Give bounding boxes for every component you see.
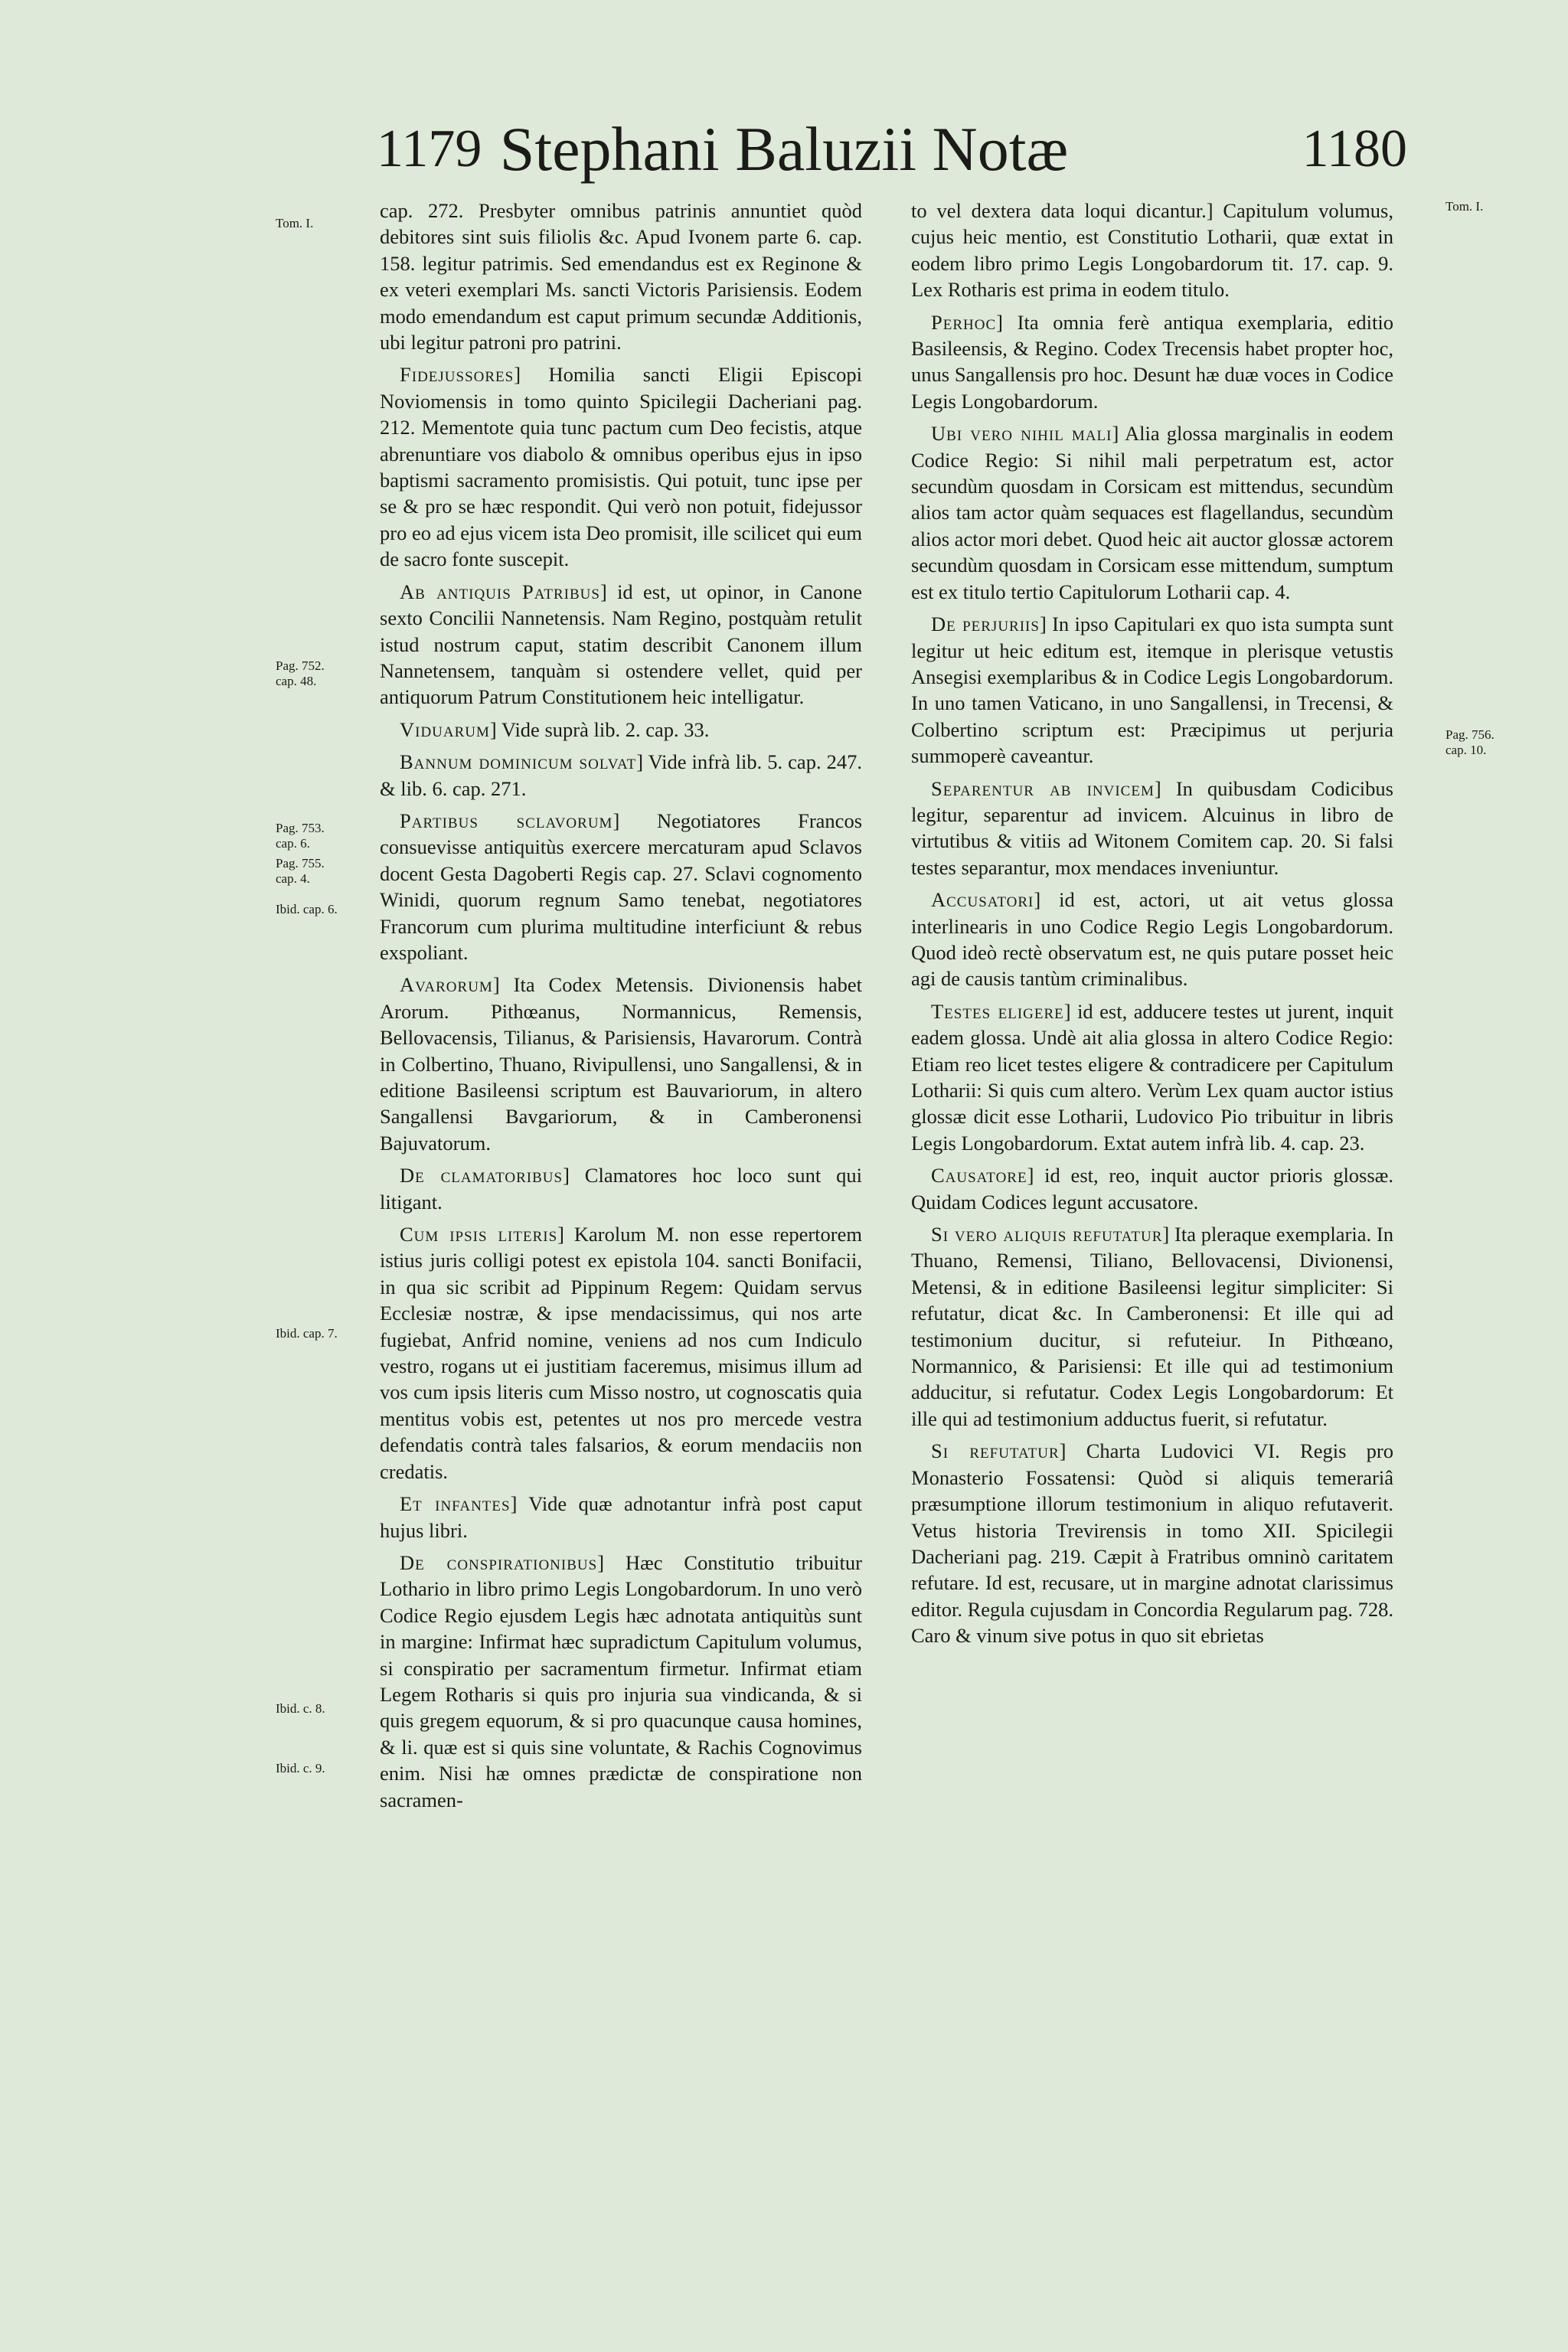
note-entry [380,717,862,743]
lemma: De conspirationibus [400,1550,598,1574]
note-entry [380,1221,862,1485]
note-text: ] Charta Ludovici VI. Regis pro Monasterio Fossatensi: Quòd si aliquis temerariâ præsumptione illorum testimonium in aliquo refutaverit. Vetus historia Trevirensis in tomo XII. Spicilegii Dacheriani pag. 219. Cæpit à Fratribus omninò caritatem refutare. Id est, recusare, ut in margine adnotat clarissimus editor. Regula cujusdam in Concordia Regularum pag. 728. Caro & vinum sive potus in quo sit ebrietas [911,1439,1393,1648]
margin-note-755: Pag. 755. cap. 4. [276,856,325,886]
lemma: Cum ipsis literis [400,1223,558,1246]
margin-tom-right: Tom. I. [1446,199,1484,214]
note-text: ] Homilia sancti Eligii Episcopi Noviomensis in tomo quinto Spicilegii Dacheriani pag. 212. Mementote quia tunc pactum cum Deo fecistis, atque abrenuntiare vos diabolo & omnibus operibus ejus in ipso baptismi sacramento promisistis. Qui potuit, tunc ipse per se & pro se hæc respondit. Qui verò non potuit, fidejussor pro eo ad ejus vicem ista Deo promisit, ille scilicet qui eum de sacro fonte suscepit. [380,363,862,571]
note-entry [380,1550,862,1813]
note-entry [911,998,1393,1156]
note-text: ] id est, reo, inquit auctor prioris glossæ. Quidam Codices legunt accusatore. [911,1164,1393,1214]
note-text: ] Ita omnia ferè antiqua exemplaria, editio Basileensis, & Regino. Codex Trecensis habet propter hoc, unus Sangallensis pro hoc. Desunt hæ duæ voces in Codice Legis Longobardorum. [911,310,1393,413]
note-text: ] Vide infrà lib. 5. cap. 247. & lib. 6. cap. 271. [380,750,862,800]
note-entry [380,972,862,1156]
note-text: ] Clamatores hoc loco sunt qui litigant. [380,1164,862,1214]
margin-note-ibid-9: Ibid. c. 9. [276,1761,325,1775]
note-text: ] Hæc Constitutio tribuitur Lothario in libro primo Legis Longobardorum. In uno verò Codice Regio ejusdem Legis hæc adnotata antiquitùs sunt in margine: Infirmat hæc supradictum Capitulum volumus, si conspiratio per sacramentum firmetur. Infirmat etiam Legem Rotharis si quis pro injuria sua vindicanda, & si quis gregem equorum, & si pro quacunque causa homines, & li. quæ est si quis sine voluntate, & Rachis Cognovimus enim. Nisi hæ omnes prædictæ de conspiratione non sacramen- [380,1550,862,1811]
margin-note-ibid-8: Ibid. c. 8. [276,1701,325,1716]
note-text: ] Ita Codex Metensis. Divionensis habet Arorum. Pithœanus, Normannicus, Remensis, Bellovacensis, Tilianus, & Parisiensis, Havarorum. Contrà in Colbertino, Thuano, Rivipullensi, uno Sangallensi, & in editione Basileensi scriptum est Bauvariorum, in altero Sangallensi Bavgariorum, & in Camberonensi Bajuvatorum. [380,973,862,1155]
note-entry [911,420,1393,605]
margin-note-752: Pag. 752. cap. 48. [276,658,325,688]
margin-note-ibid-6: Ibid. cap. 6. [276,902,338,916]
note-entry [380,749,862,802]
note-entry [911,776,1393,881]
note-text: ] Alia glossa marginalis in eodem Codice Regio: Si nihil mali perpetratum est, actor secundùm quosdam in Corsicam est mittendus, secundùm alios tam actor quàm sequaces est flagellandus, secundùm alios actor mori debet. Quod heic ait auctor glossæ actorem secundùm quosdam in Corsicam esse mittendum, sumptum est ex titulo tertio Capitulorum Lotharii cap. 4. [911,422,1393,603]
page-header [0,115,1568,191]
lemma: Testes eligere [931,999,1064,1023]
note-text: ] In quibusdam Codicibus legitur, separentur ad invicem. Alcuinus in libro de virtutibus & vitiis ad Witonem Comitem cap. 20. Si falsi testes separantur, mox mendaces inveniuntur. [911,776,1393,879]
note-entry [380,808,862,965]
lemma: Et infantes [400,1492,511,1516]
note-entry [380,361,862,572]
lemma: De clamatoribus [400,1164,564,1187]
note-text: ] id est, ut opinor, in Canone sexto Concilii Nannetensis. Nam Regino, postquàm retulit istud nostrum caput, statim describit Canonem illum Nannetensem, tanquàm si ostendere vellet, quid per antiquorum Patrum Constitutionem heic intelligatur. [380,580,862,709]
note-entry [911,887,1393,992]
note-entry [380,579,862,710]
left-column [380,198,862,1819]
right-column [911,198,1393,1655]
page-number-right: 1180 [1302,119,1407,178]
paragraph: cap. 272. Presbyter omnibus patrinis annuntiet quòd debitores sint suis filiolis &c. Apud Ivonem parte 6. cap. 158. legitur patrimis. Sed emendandus est ex Reginone & ex veteri exemplari Ms. sancti Victoris Parisiensis. Eodem modo emendandum est caput primum secundæ Additionis, ubi legitur patroni pro patrini. [380,199,862,354]
lemma: Accusatori [931,888,1034,912]
lemma: Viduarum [400,717,490,741]
lemma: De perjuriis [931,612,1040,636]
lemma: Si vero aliquis refutatur [931,1223,1163,1246]
note-entry [380,1491,862,1544]
paragraph: to vel dextera data loqui dicantur.] Capitulum volumus, cujus heic mentio, est Constitutio Lotharii, quæ extat in eodem libro primo Legis Longobardorum tit. 17. cap. 9. Lex Rotharis est prima in eodem titulo. [911,199,1393,302]
margin-note-756: Pag. 756. cap. 10. [1446,727,1494,757]
margin-note-753: Pag. 753. cap. 6. [276,821,325,851]
page-number-left: 1179 [377,119,482,178]
running-title: Stephani Baluzii Notæ [499,114,1069,184]
note-text: ] In ipso Capitulari ex quo ista sumpta sunt legitur ut heic editum est, itemque in plerisque vetustis Ansegisi exemplaribus & in Codice Legis Longobardorum. In uno tamen Vaticano, in uno Sangallensi, in Trecensi, & Colbertino scriptum est: Præcipimus ut perjuria summoperè caveantur. [911,612,1393,768]
note-text: ] id est, adducere testes ut jurent, inquit eadem glossa. Undè ait alia glossa in altero Codice Regio: Etiam reo licet testes eligere & contradicere per Capitulum Lotharii: Si quis cum altero. Verùm Lex quam auctor istius glossæ dicit esse Lotharii, Ludovico Pio tribuitur in libris Legis Longobardorum. Extat autem infrà lib. 4. cap. 23. [911,999,1393,1155]
note-text: ] id est, actori, ut ait vetus glossa interlinearis in uno Codice Regio Legis Longobardorum. Quod ideò rectè observatum est, ne quis putare posset heic agi de causis tantùm criminalibus. [911,888,1393,991]
lemma: Partibus sclavorum [400,808,613,832]
lemma: Causatore [931,1164,1027,1187]
note-entry [911,309,1393,415]
note-text: ] Vide quæ adnotantur infrà post caput hujus libri. [380,1492,862,1542]
lemma: Avarorum [400,973,493,997]
lemma: Separentur ab invicem [931,776,1155,800]
margin-note-ibid-7: Ibid. cap. 7. [276,1326,338,1341]
note-text: ] Ita pleraque exemplaria. In Thuano, Remensi, Tiliano, Bellovacensi, Divionensi, Metensi, & in editione Basileensi legitur simpliciter: Si refutatur, dicat &c. In Camberonensi: Et ille qui ad testimonium ducitur, si refuteiur. In Pithœano, Normannico, & Parisiensi: Et ille qui ad testimonium adducitur, si refutatur. Codex Legis Longobardorum: Et ille qui ad testimonium adductus fuerit, si refutatur. [911,1223,1393,1430]
note-text: ] Karolum M. non esse repertorem istius juris colligi potest ex epistola 104. sancti Bonifacii, in qua sic scribit ad Pippinum Regem: Quidam servus Ecclesiæ nostræ, & ipse mendacissimus, qui nos arte fugiebat, Anfrid nomine, veniens ad nos cum Indiculo vestro, rogans ut ei justitiam faceremus, misimus illum ad vos cum ipsis literis cum Misso nostro, ut cognoscatis quia mentitus vobis est, petentes ut nos pro mercede vestra defendatis contrà tales falsarios, & eorum mendaciis non credatis. [380,1223,862,1483]
lemma: Ubi vero nihil mali [931,422,1112,446]
lemma: Ab antiquis Patribus [400,580,600,603]
lemma: Perhoc [931,310,997,334]
lemma: Fidejussores [400,363,514,387]
lemma: Si refutatur [931,1439,1060,1463]
note-entry [911,611,1393,769]
note-entry [911,1438,1393,1648]
lemma: Bannum dominicum solvat [400,750,637,774]
note-text: ] Vide suprà lib. 2. cap. 33. [489,717,710,741]
note-entry [911,1162,1393,1215]
note-entry [911,1221,1393,1432]
note-entry [380,1162,862,1215]
margin-tom-left: Tom. I. [276,216,314,230]
note-text: ] Negotiatores Francos consuevisse antiquitùs exercere mercaturam apud Sclavos docent Gesta Dagoberti Regis cap. 27. Sclavi cognomento Winidi, quorum regnum Samo tenebat, negotiatores Francorum cum plurima multitudine interficiunt & rebus exspoliant. [380,808,863,964]
